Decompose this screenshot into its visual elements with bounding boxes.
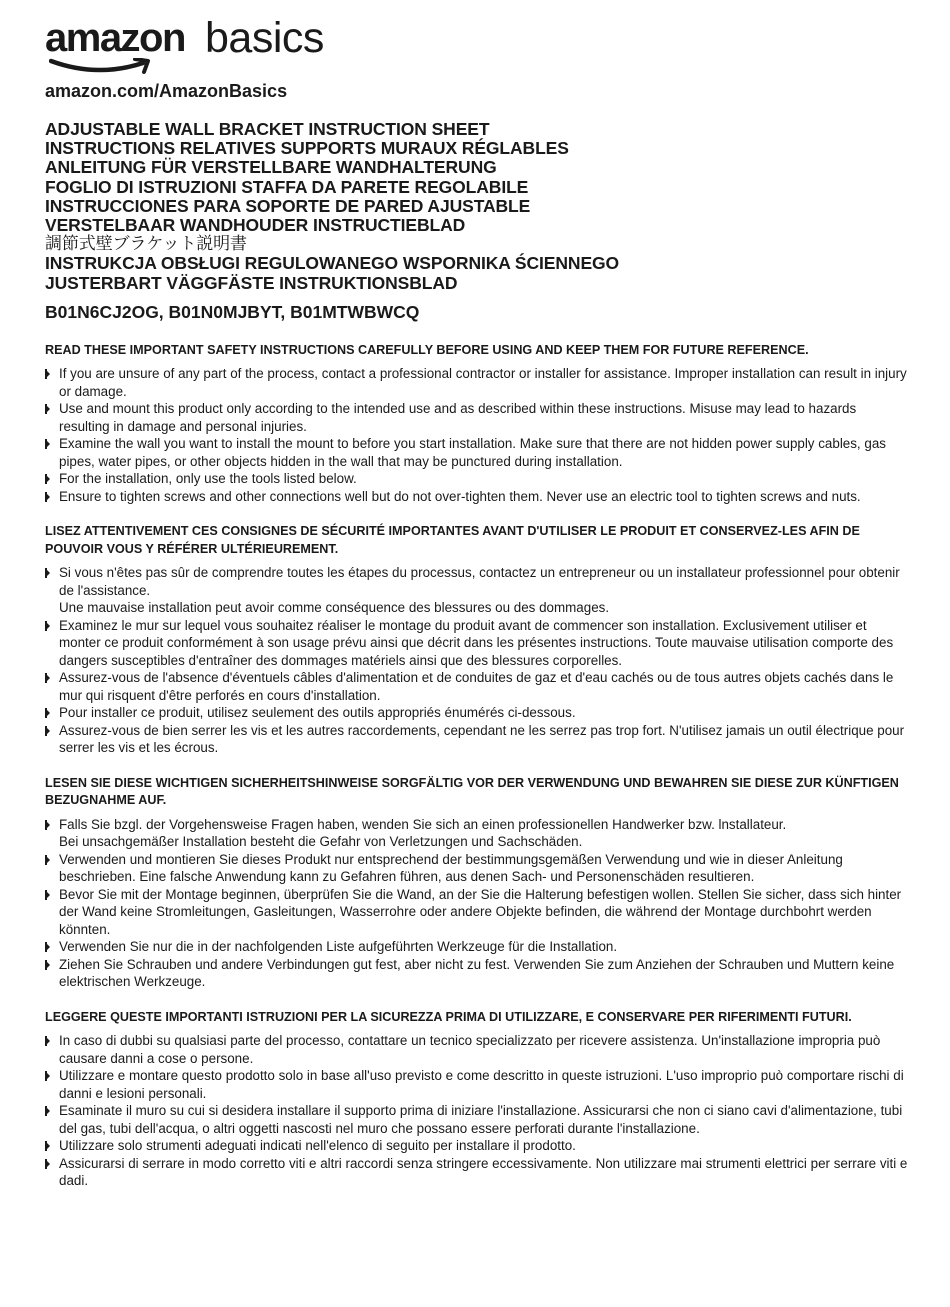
logo-wordmark-basics: basics xyxy=(205,14,324,62)
list-item-text: Assicurarsi di serrare in modo corretto viti e altri raccordi senza stringere eccessivamente. Non utilizzare mai strumenti elettrici per serrare viti e dadi. xyxy=(59,1155,908,1189)
list-item-text: Examinez le mur sur lequel vous souhaitez réaliser le montage du produit avant de commencer son installation. Exclusivement utiliser et monter ce produit conformément à son usage prévu ainsi que décrit dans les présentes instructions. Toute mauvaise utilisation comporte des dangers susceptibles d'entraîner des dommages matériels ainsi que des blessures corporelles. xyxy=(59,617,894,668)
bullet-icon xyxy=(45,492,50,502)
logo-wordmark-amazon: amazon xyxy=(45,16,185,60)
bullet-icon xyxy=(45,960,50,970)
list-item xyxy=(45,722,910,757)
list-item-text: Falls Sie bzgl. der Vorgehensweise Fragen haben, wenden Sie sich an einen professionellen Handwerker bzw. lnstallateur. Bei unsachgemäßer Installation besteht die Gefahr von Verletzungen und Sachschäden. xyxy=(59,816,787,850)
title-line-de: ANLEITUNG FÜR VERSTELLBARE WANDHALTERUNG xyxy=(45,157,497,178)
list-item-text: In caso di dubbi su qualsiasi parte del processo, contattare un tecnico specializzato per ricevere assistenza. Un'installazione impropria può causare danni a cose o persone. xyxy=(59,1033,881,1066)
safety-section-fr xyxy=(45,523,910,757)
section-heading: LISEZ ATTENTIVEMENT CES CONSIGNES DE SÉCURITÉ IMPORTANTES AVANT D'UTILISER LE PRODUIT ET CONSERVEZ-LES AFIN DE POUVOIR VOUS Y RÉFÉRER ULTÉRIEUREMENT. xyxy=(45,524,860,556)
brand-url: amazon.com/AmazonBasics xyxy=(45,81,288,101)
document-titles xyxy=(45,120,910,293)
list-item xyxy=(45,365,910,400)
list-item xyxy=(45,1032,910,1067)
bullet-icon xyxy=(45,1159,50,1169)
title-line-sv: JUSTERBART VÄGGFÄSTE INSTRUKTIONSBLAD xyxy=(45,272,458,293)
list-item-text: Si vous n'êtes pas sûr de comprendre toutes les étapes du processus, contactez un entrepreneur ou un installateur professionnel pour obtenir de l'assistance. Une mauvaise installation peut avoir comme conséquence des blessures ou des dommages. xyxy=(59,565,900,616)
list-item xyxy=(45,669,910,704)
bullet-icon xyxy=(45,1106,50,1116)
list-item-text: Esaminate il muro su cui si desidera installare il supporto prima di iniziare l'installazione. Assicurarsi che non ci siano cavi d'alimentazione, tubi del gas, tubi dell'acqua, o altri oggetti nascosti nel muro che possano essere perforati durante l'installazione. xyxy=(59,1103,903,1136)
list-item xyxy=(45,564,910,617)
list-item xyxy=(45,470,910,488)
safety-list xyxy=(45,1032,910,1190)
title-line-pl: INSTRUKCJA OBSŁUGI REGULOWANEGO WSPORNIKA ŚCIENNEGO xyxy=(45,253,620,274)
safety-section-it xyxy=(45,1009,910,1190)
bullet-icon xyxy=(45,1071,50,1081)
list-item-text: Verwenden und montieren Sie dieses Produkt nur entsprechend der bestimmungsgemäßen Verwendung und wie in dieser Anleitung beschrieben. Eine falsche Anwendung kann zu Gefahren führen, aus denen Sach- und Personenschäden resultieren. xyxy=(59,851,843,885)
list-item-text: Use and mount this product only according to the intended use and as described within these instructions. Misuse may lead to hazards resulting in damage and personal injuries. xyxy=(59,401,857,434)
list-item-text: Assurez-vous de l'absence d'éventuels câbles d'alimentation et de conduites de gaz et d'eau cachés ou de tous autres objets cachés dans le mur qui risquent d'être perforés en cours d'installation. xyxy=(59,670,894,703)
list-item-text: For the installation, only use the tools listed below. xyxy=(59,471,357,487)
bullet-icon xyxy=(45,890,50,900)
list-item-text: Pour installer ce produit, utilisez seulement des outils appropriés énumérés ci-dessous. xyxy=(59,705,576,721)
bullet-icon xyxy=(45,855,50,865)
bullet-icon xyxy=(45,942,50,952)
section-heading: LEGGERE QUESTE IMPORTANTI ISTRUZIONI PER LA SICUREZZA PRIMA DI UTILIZZARE, E CONSERVARE PER RIFERIMENTI FUTURI. xyxy=(45,1009,852,1024)
list-item xyxy=(45,816,910,851)
bullet-icon xyxy=(45,439,50,449)
list-item xyxy=(45,435,910,470)
bullet-icon xyxy=(45,1141,50,1151)
safety-list xyxy=(45,816,910,991)
list-item-text: Ziehen Sie Schrauben und andere Verbindungen gut fest, aber nicht zu fest. Verwenden Sie zum Anziehen der Schrauben und Muttern keine elektrischen Werkzeuge. xyxy=(59,956,895,990)
bullet-icon xyxy=(45,474,50,484)
title-line-es: INSTRUCCIONES PARA SOPORTE DE PARED AJUSTABLE xyxy=(45,195,531,216)
safety-section-de xyxy=(45,775,910,991)
bullet-icon xyxy=(45,673,50,683)
list-item xyxy=(45,886,910,939)
bullet-icon xyxy=(45,708,50,718)
bullet-icon xyxy=(45,404,50,414)
section-heading: LESEN SIE DIESE WICHTIGEN SICHERHEITSHINWEISE SORGFÄLTIG VOR DER VERWENDUNG UND BEWAHREN SIE DIESE ZUR KÜNFTIGEN BEZUGNAHME AUF. xyxy=(45,775,899,808)
list-item-text: Examine the wall you want to install the mount to before you start installation. Make sure that there are not hidden power supply cables, gas pipes, water pipes, or other objects hidden in the wall that may be punctured during installation. xyxy=(59,436,886,469)
list-item xyxy=(45,1067,910,1102)
title-line-fr: INSTRUCTIONS RELATIVES SUPPORTS MURAUX RÉGLABLES xyxy=(45,138,569,159)
list-item xyxy=(45,1137,910,1155)
bullet-icon xyxy=(45,1036,50,1046)
model-numbers: B01N6CJ2OG, B01N0MJBYT, B01MTWBWCQ xyxy=(45,301,420,322)
amazon-smile-icon xyxy=(49,58,153,78)
list-item-text: If you are unsure of any part of the process, contact a professional contractor or installer for assistance. Improper installation can result in injury or damage. xyxy=(59,366,907,399)
safety-section-en xyxy=(45,342,910,506)
list-item-text: Verwenden Sie nur die in der nachfolgenden Liste aufgeführten Werkzeuge für die Installation. xyxy=(59,939,618,955)
title-line-en: ADJUSTABLE WALL BRACKET INSTRUCTION SHEET xyxy=(45,119,490,139)
section-heading: READ THESE IMPORTANT SAFETY INSTRUCTIONS CAREFULLY BEFORE USING AND KEEP THEM FOR FUTURE REFERENCE. xyxy=(45,342,809,357)
bullet-icon xyxy=(45,621,50,631)
list-item-text: Bevor Sie mit der Montage beginnen, überprüfen Sie die Wand, an der Sie die Halterung befestigen wollen. Stellen Sie sicher, dass sich hinter der Wand keine Stromleitungen, Gasleitungen, Wasserrohre oder andere Objekte befinden, die während der Montage durchbohrt werden könnten. xyxy=(59,886,902,937)
instruction-sheet xyxy=(45,14,910,1190)
list-item xyxy=(45,488,910,506)
list-item xyxy=(45,704,910,722)
list-item xyxy=(45,851,910,886)
title-line-ja: 調節式壁ブラケット説明書 xyxy=(45,234,247,255)
list-item-text: Assurez-vous de bien serrer les vis et les autres raccordements, cependant ne les serrez pas trop fort. N'utilisez jamais un outil électrique pour serrer les vis et les écrous. xyxy=(59,722,905,756)
list-item xyxy=(45,938,910,956)
title-line-nl: VERSTELBAAR WANDHOUDER INSTRUCTIEBLAD xyxy=(45,215,466,236)
amazon-basics-logo xyxy=(45,14,345,80)
bullet-icon xyxy=(45,369,50,379)
safety-list xyxy=(45,564,910,757)
list-item-text: Utilizzare e montare questo prodotto solo in base all'uso previsto e come descritto in queste istruzioni. L'uso improprio può comportare rischi di danni e lesioni personali. xyxy=(59,1068,904,1101)
list-item xyxy=(45,1102,910,1137)
bullet-icon xyxy=(45,820,50,830)
title-line-it: FOGLIO DI ISTRUZIONI STAFFA DA PARETE REGOLABILE xyxy=(45,176,529,197)
list-item xyxy=(45,1155,910,1190)
list-item-text: Utilizzare solo strumenti adeguati indicati nell'elenco di seguito per installare il prodotto. xyxy=(59,1138,576,1154)
list-item xyxy=(45,617,910,670)
safety-list xyxy=(45,365,910,505)
bullet-icon xyxy=(45,726,50,736)
list-item-text: Ensure to tighten screws and other connections well but do not over-tighten them. Never use an electric tool to tighten screws and nuts. xyxy=(59,488,861,504)
list-item xyxy=(45,956,910,991)
bullet-icon xyxy=(45,568,50,578)
list-item xyxy=(45,400,910,435)
